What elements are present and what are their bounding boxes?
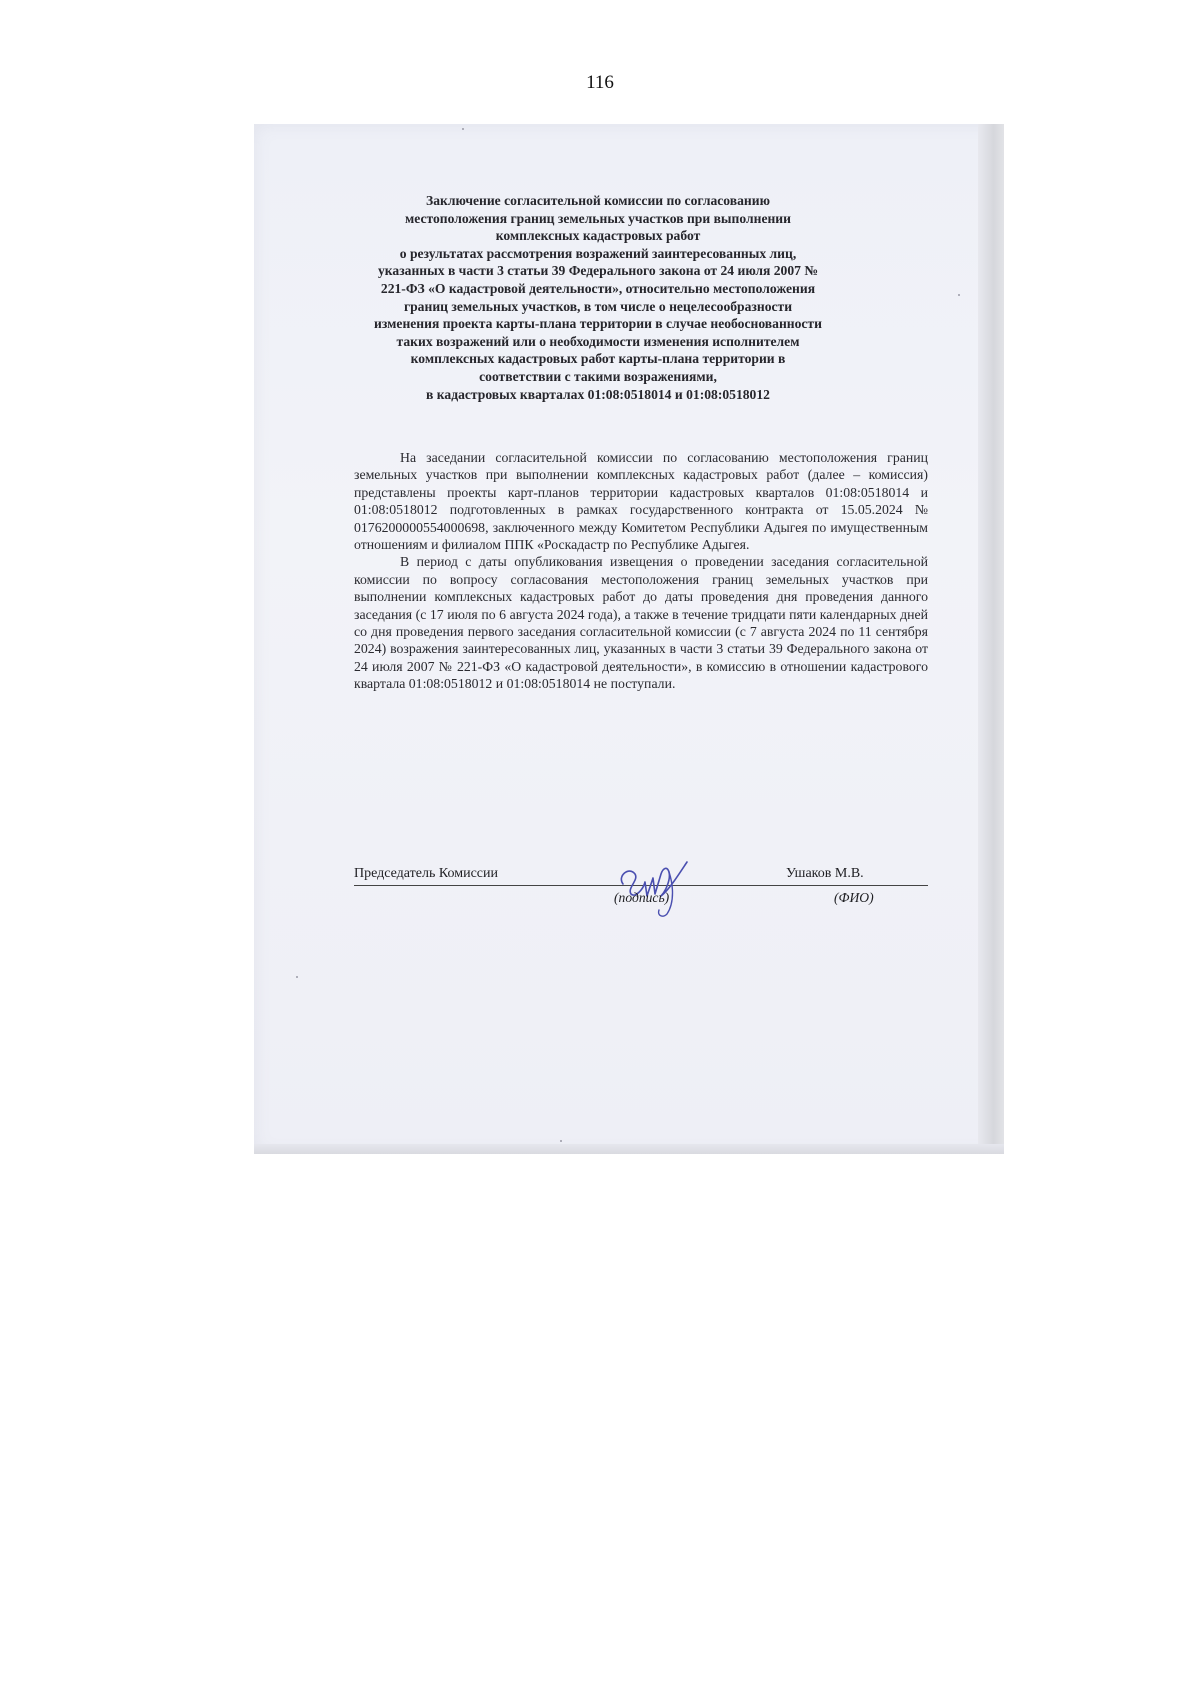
document-body [354,449,928,693]
heading-line: комплексных кадастровых работ [495,228,701,244]
scan-speck [560,1140,562,1142]
heading-line: комплексных кадастровых работ карты-плана территории в [410,351,786,367]
body-paragraph: На заседании согласительной комиссии по согласованию местоположения границ земельных участков при выполнении комплексных кадастровых работ (далее – комиссия) представлены проекты карт-планов территории кадастровых кварталов 01:08:0518014 и 01:08:0518012 подготовленных в рамках государственного контракта от 15.05.2024 № 0176200000554000698, заключенного между Комитетом Республики Адыгея по имущественным отношениям и филиалом ППК «Роскадастр по Республике Адыгея. [354,450,928,553]
heading-line: соответствии с такими возражениями, [479,368,717,384]
heading-line: 221-ФЗ «О кадастровой деятельности», относительно местоположения [380,280,816,296]
heading-line: указанных в части 3 статьи 39 Федерального закона от 24 июля 2007 № [377,263,819,279]
scan-speck [296,976,298,978]
scan-speck [958,294,960,296]
body-paragraph: В период с даты опубликования извещения о проведении заседания согласительной комиссии по вопросу согласования местоположения границ земельных участков при выполнении комплексных кадастровых работ до даты проведения дня проведения данного заседания (с 17 июля по 6 августа 2024 года), а также в течение тридцати пяти календарных дней со дня проведения первого заседания согласительной комиссии (с 7 августа 2024 по 11 сентября 2024) возражения заинтересованных лиц, указанных в части 3 статьи 39 Федерального закона от 24 июля 2007 № 221-ФЗ «О кадастровой деятельности», в комиссию в отношении кадастрового квартала 01:08:0518012 и 01:08:0518014 не поступали. [354,554,928,692]
name-caption: (ФИО) [834,890,874,905]
signature-caption: (подпись) [614,890,670,905]
signatory-name: Ушаков М.В. [786,866,864,881]
page-number: 116 [586,72,614,93]
heading-line: таких возражений или о необходимости изменения исполнителем [396,333,800,349]
scan-speck [462,128,464,130]
scan-bottom-edge [254,1144,1004,1154]
document-heading [350,192,846,403]
heading-line: о результатах рассмотрения возражений заинтересованных лиц, [399,245,797,261]
heading-line: Заключение согласительной комиссии по согласованию [426,193,770,208]
heading-line: изменения проекта карты-плана территории в случае необоснованности [374,316,822,332]
heading-line: местоположения границ земельных участков при выполнении [405,210,791,226]
handwritten-signature-icon [609,844,699,924]
heading-line: в кадастровых кварталах 01:08:0518014 и 01:08:0518012 [426,386,770,402]
signatory-role: Председатель Комиссии [354,866,498,881]
scan-edge-shadow [978,124,1004,1154]
heading-line: границ земельных участков, в том числе о нецелесообразности [403,298,793,314]
scanned-document [254,124,1004,1154]
